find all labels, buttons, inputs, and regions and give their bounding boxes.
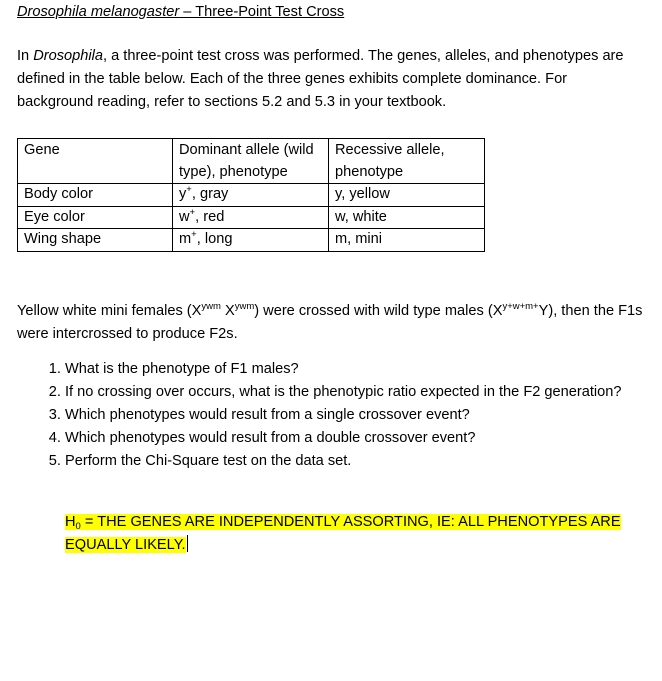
title-rest: – Three-Point Test Cross [179,4,345,20]
gene-name: Eye color [18,206,173,229]
title-species: Drosophila melanogaster [17,4,180,20]
list-item: 2. If no crossing over occurs, what is the phenotypic ratio expected in the F2 generation? [65,381,645,404]
recessive-allele: m, mini [329,229,485,252]
list-item: 3. Which phenotypes would result from a single crossover event? [65,404,645,427]
gene-name: Body color [18,184,173,207]
dominant-allele: w+, red [173,206,329,229]
gene-table-header-row [18,139,485,184]
header-gene: Gene [18,139,173,184]
table-row [18,184,485,207]
intro-text-end: , a three-point test cross was performed. The genes, alleles, and phenotypes are defined in the table below. Each of the three genes exhibits complete dominance. For background reading, refer to sections 5.2 and 5.3 in your textbook. [17,48,624,110]
list-item: 1. What is the phenotype of F1 males? [65,358,645,381]
header-dominant: Dominant allele (wild type), phenotype [173,139,329,184]
text-cursor [187,535,188,552]
recessive-allele: y, yellow [329,184,485,207]
null-hypothesis[interactable] [65,511,635,557]
gene-table [17,138,485,252]
dominant-allele: y+, gray [173,184,329,207]
dominant-allele: m+, long [173,229,329,252]
recessive-allele: w, white [329,206,485,229]
gene-name: Wing shape [18,229,173,252]
list-item: 5. Perform the Chi-Square test on the data set. [65,450,645,473]
intro-text-start: In [17,48,34,64]
question-list [41,358,645,473]
list-item: 4. Which phenotypes would result from a double crossover event? [65,427,645,450]
table-row [18,206,485,229]
table-row [18,229,485,252]
intro-genus: Drosophila [33,48,103,64]
cross-description: Yellow white mini females ($X^{ywm}$ $X^{ywm}$) were crossed with wild type males $(X^{y+w+m+}Y)$, then the F1s were intercrossed to produce F2s. [17,301,643,342]
document-title [17,1,344,24]
intro-paragraph [17,45,637,114]
highlighted-answer[interactable]: $H_0$ = THE GENES ARE INDEPENDENTLY ASSORTING, IE: ALL PHENOTYPES ARE EQUALLY LIKELY. [65,514,621,553]
header-recessive: Recessive allele, phenotype [329,139,485,184]
